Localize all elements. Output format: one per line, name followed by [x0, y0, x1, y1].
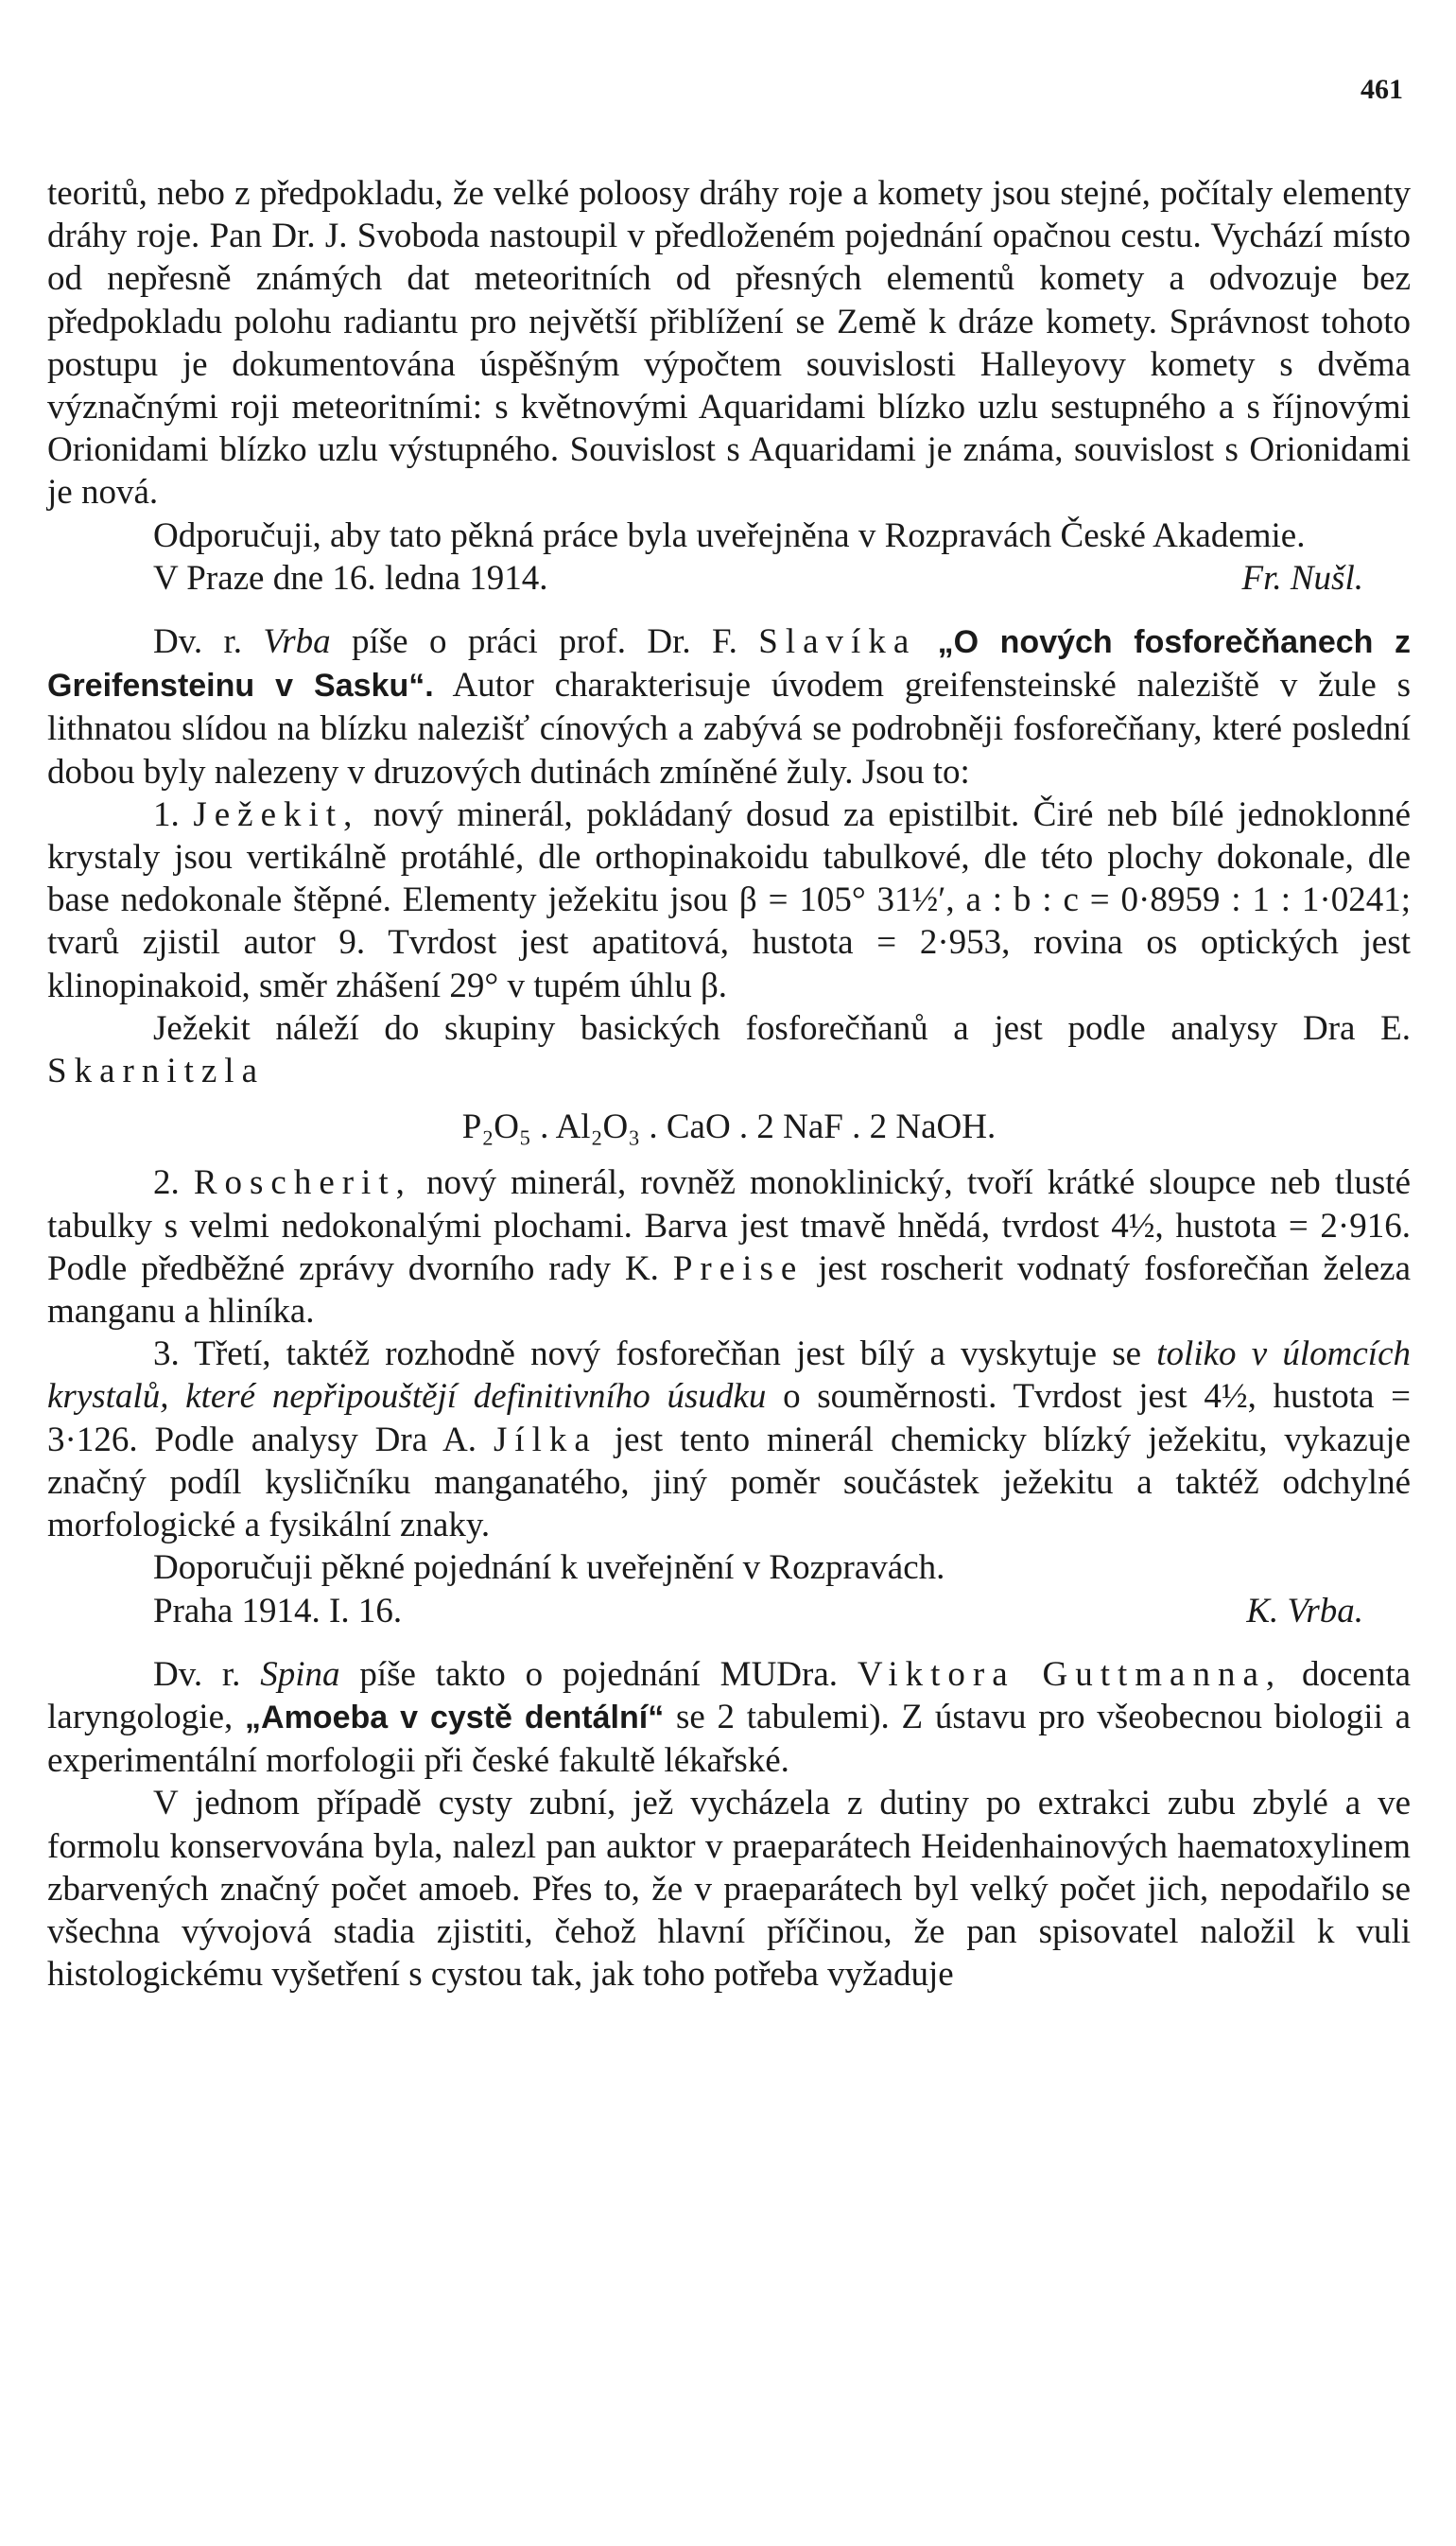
signature-name: K. Vrba. — [1246, 1591, 1363, 1630]
p5-a: Ježekit náleží do skupiny basických fosforečňanů a jest podle analysy Dra E. — [153, 1008, 1411, 1048]
author-name: Slavíka — [758, 622, 917, 662]
p3-c: píše o práci prof. Dr. F. — [351, 622, 737, 662]
p4-a: 1. — [153, 794, 180, 834]
p9-g: se 2 tabulemi). Z ústavu pro všeobecnou biologii a experimentální morfologii při české fakultě lékařské. — [47, 1697, 1412, 1781]
reviewer-name-2: Spina — [260, 1654, 340, 1694]
paper-title: „O nových fosforečňanech z Greifensteinu v Sasku“. — [47, 624, 1411, 705]
p7-b: toliko v úlomcích krystalů, které nepřipouštějí definitivního úsudku — [47, 1334, 1411, 1417]
paragraph-5 — [47, 1007, 1411, 1092]
body-text — [47, 172, 1411, 1996]
p3-a: Dv. r. — [153, 622, 242, 662]
chemical-formula: P₂O₅ . Al₂O₃ . CaO . 2 NaF . 2 NaOH. — [461, 1107, 997, 1147]
paragraph-6 — [47, 1161, 1411, 1333]
paper-title-2: „Amoeba v cystě dentální“ — [245, 1699, 665, 1735]
signature-2 — [47, 1590, 1411, 1632]
preis-name: Preise — [672, 1248, 805, 1288]
mineral-name-jezekit: Ježekit, — [193, 794, 360, 834]
analyst-name: Skarnitzla — [47, 1052, 266, 1091]
p6-c: nový minerál, rovněž monoklinický, tvoří krátké sloupce neb tlusté tabulky s velmi nedokonalými plochami. Barva jest tmavě hnědá, tvrdost 4½, hustota = 2·916. Podle předběžné zprávy dvorního rady K. — [47, 1163, 1412, 1288]
p6-e: jest roscherit vodnatý fosforečňan železa manganu a hliníka. — [47, 1248, 1412, 1332]
paragraph-3 — [47, 620, 1411, 793]
p4-c: nový minerál, pokládaný dosud za epistilbit. Čiré neb bílé jednoklonné krystaly jsou vertikálně protáhlé, dle orthopinakoidu tabulkové, dle této plochy dokonale, dle base nedokonale štěpné. Elementy ježekitu jsou β = 105° 31½′, a : b : c = 0·8959 : 1 : 1·0241; tvarů zjistil autor 9. Tvrdost jest apatitová, hustota = 2·953, rovina os optických jest klinopinakoid, směr zhášení 29° v tupém úhlu β. — [47, 794, 1412, 1005]
jilek-name: Jílka — [493, 1420, 598, 1459]
paragraph-4 — [47, 793, 1411, 1007]
paragraph-10: V jednom případě cysty zubní, jež vycházela z dutiny po extrakci zubu zbylé a ve formolu konservována byla, nalezl pan auktor v praeparátech Heidenhainových haematoxylinem zbarvených značný počet amoeb. Přes to, že v praeparátech byl velký počet jich, nepodařilo se všechna vývojová stadia zjistiti, čehož hlavní příčinou, že pan spisovatel naložil k vuli histologickému vyšetření s cystou tak, jak toho potřeba vyžaduje — [47, 1784, 1411, 1995]
paragraph-2: Odporučuji, aby tato pěkná práce byla uveřejněna v Rozpravách České Akademie. — [153, 515, 1306, 555]
signature-name: Fr. Nušl. — [1241, 558, 1363, 598]
paragraph-9 — [47, 1653, 1411, 1783]
p7-e: jest tento minerál chemicky blízký ježekitu, vykazuje značný podíl kysličníku manganatého, jiný poměr součástek ježekitu a taktéž odchylné morfologické a fysikální znaky. — [47, 1420, 1411, 1545]
signature-place-date: Praha 1914. I. 16. — [153, 1591, 403, 1630]
p6-a: 2. — [153, 1163, 180, 1203]
signature-1 — [47, 557, 1411, 600]
mineral-name-roscherit: Roscherit, — [193, 1163, 412, 1203]
signature-place-date: V Praze dne 16. ledna 1914. — [153, 558, 548, 598]
paragraph-8: Doporučuji pěkné pojednání k uveřejnění v Rozpravách. — [153, 1548, 945, 1588]
author-name-2: Viktora Guttmanna, — [857, 1654, 1283, 1694]
paragraph-7 — [47, 1333, 1411, 1546]
p7-c: o souměrnosti. Tvrdost jest 4½, hustota = 3·126. Podle analysy Dra A. — [47, 1377, 1411, 1459]
page-number: 461 — [1361, 74, 1403, 105]
p7-a: 3. Třetí, taktéž rozhodně nový fosforečňan jest bílý a vyskytuje se — [153, 1334, 1142, 1374]
p3-f: Autor charakterisuje úvodem greifensteinské naleziště v žule s lithnatou slídou na blízku nalezišť cínových a zabývá se podrobněji fosforečňany, které poslední dobou byly nalezeny v druzových dutinách zmíněné žuly. Jsou to: — [47, 666, 1411, 792]
paragraph-1: teoritů, nebo z předpokladu, že velké poloosy dráhy roje a komety jsou stejné, počítaly elementy dráhy roje. Pan Dr. J. Svoboda nastoupil v předloženém pojednání opačnou cestu. Vychází místo od nepřesně známých dat meteoritních od přesných elementů komety a odvozuje bez předpokladu polohu radiantu pro největší přiblížení se Země k dráze komety. Správnost tohoto postupu je dokumentována úspěšným výpočtem souvislosti Halleyovy komety s dvěma význačnými roji meteoritními: s květnovými Aquaridami blízko uzlu sestupného a s říjnovými Orionidami blízko uzlu výstupného. Souvislost s Aquaridami je známa, souvislost s Orionidami je nová. — [47, 174, 1411, 513]
p9-c: píše takto o pojednání MUDra. — [359, 1654, 839, 1694]
reviewer-name: Vrba — [263, 622, 331, 662]
p9-a: Dv. r. — [153, 1654, 241, 1694]
p9-e: docenta laryngologie, — [47, 1654, 1412, 1736]
